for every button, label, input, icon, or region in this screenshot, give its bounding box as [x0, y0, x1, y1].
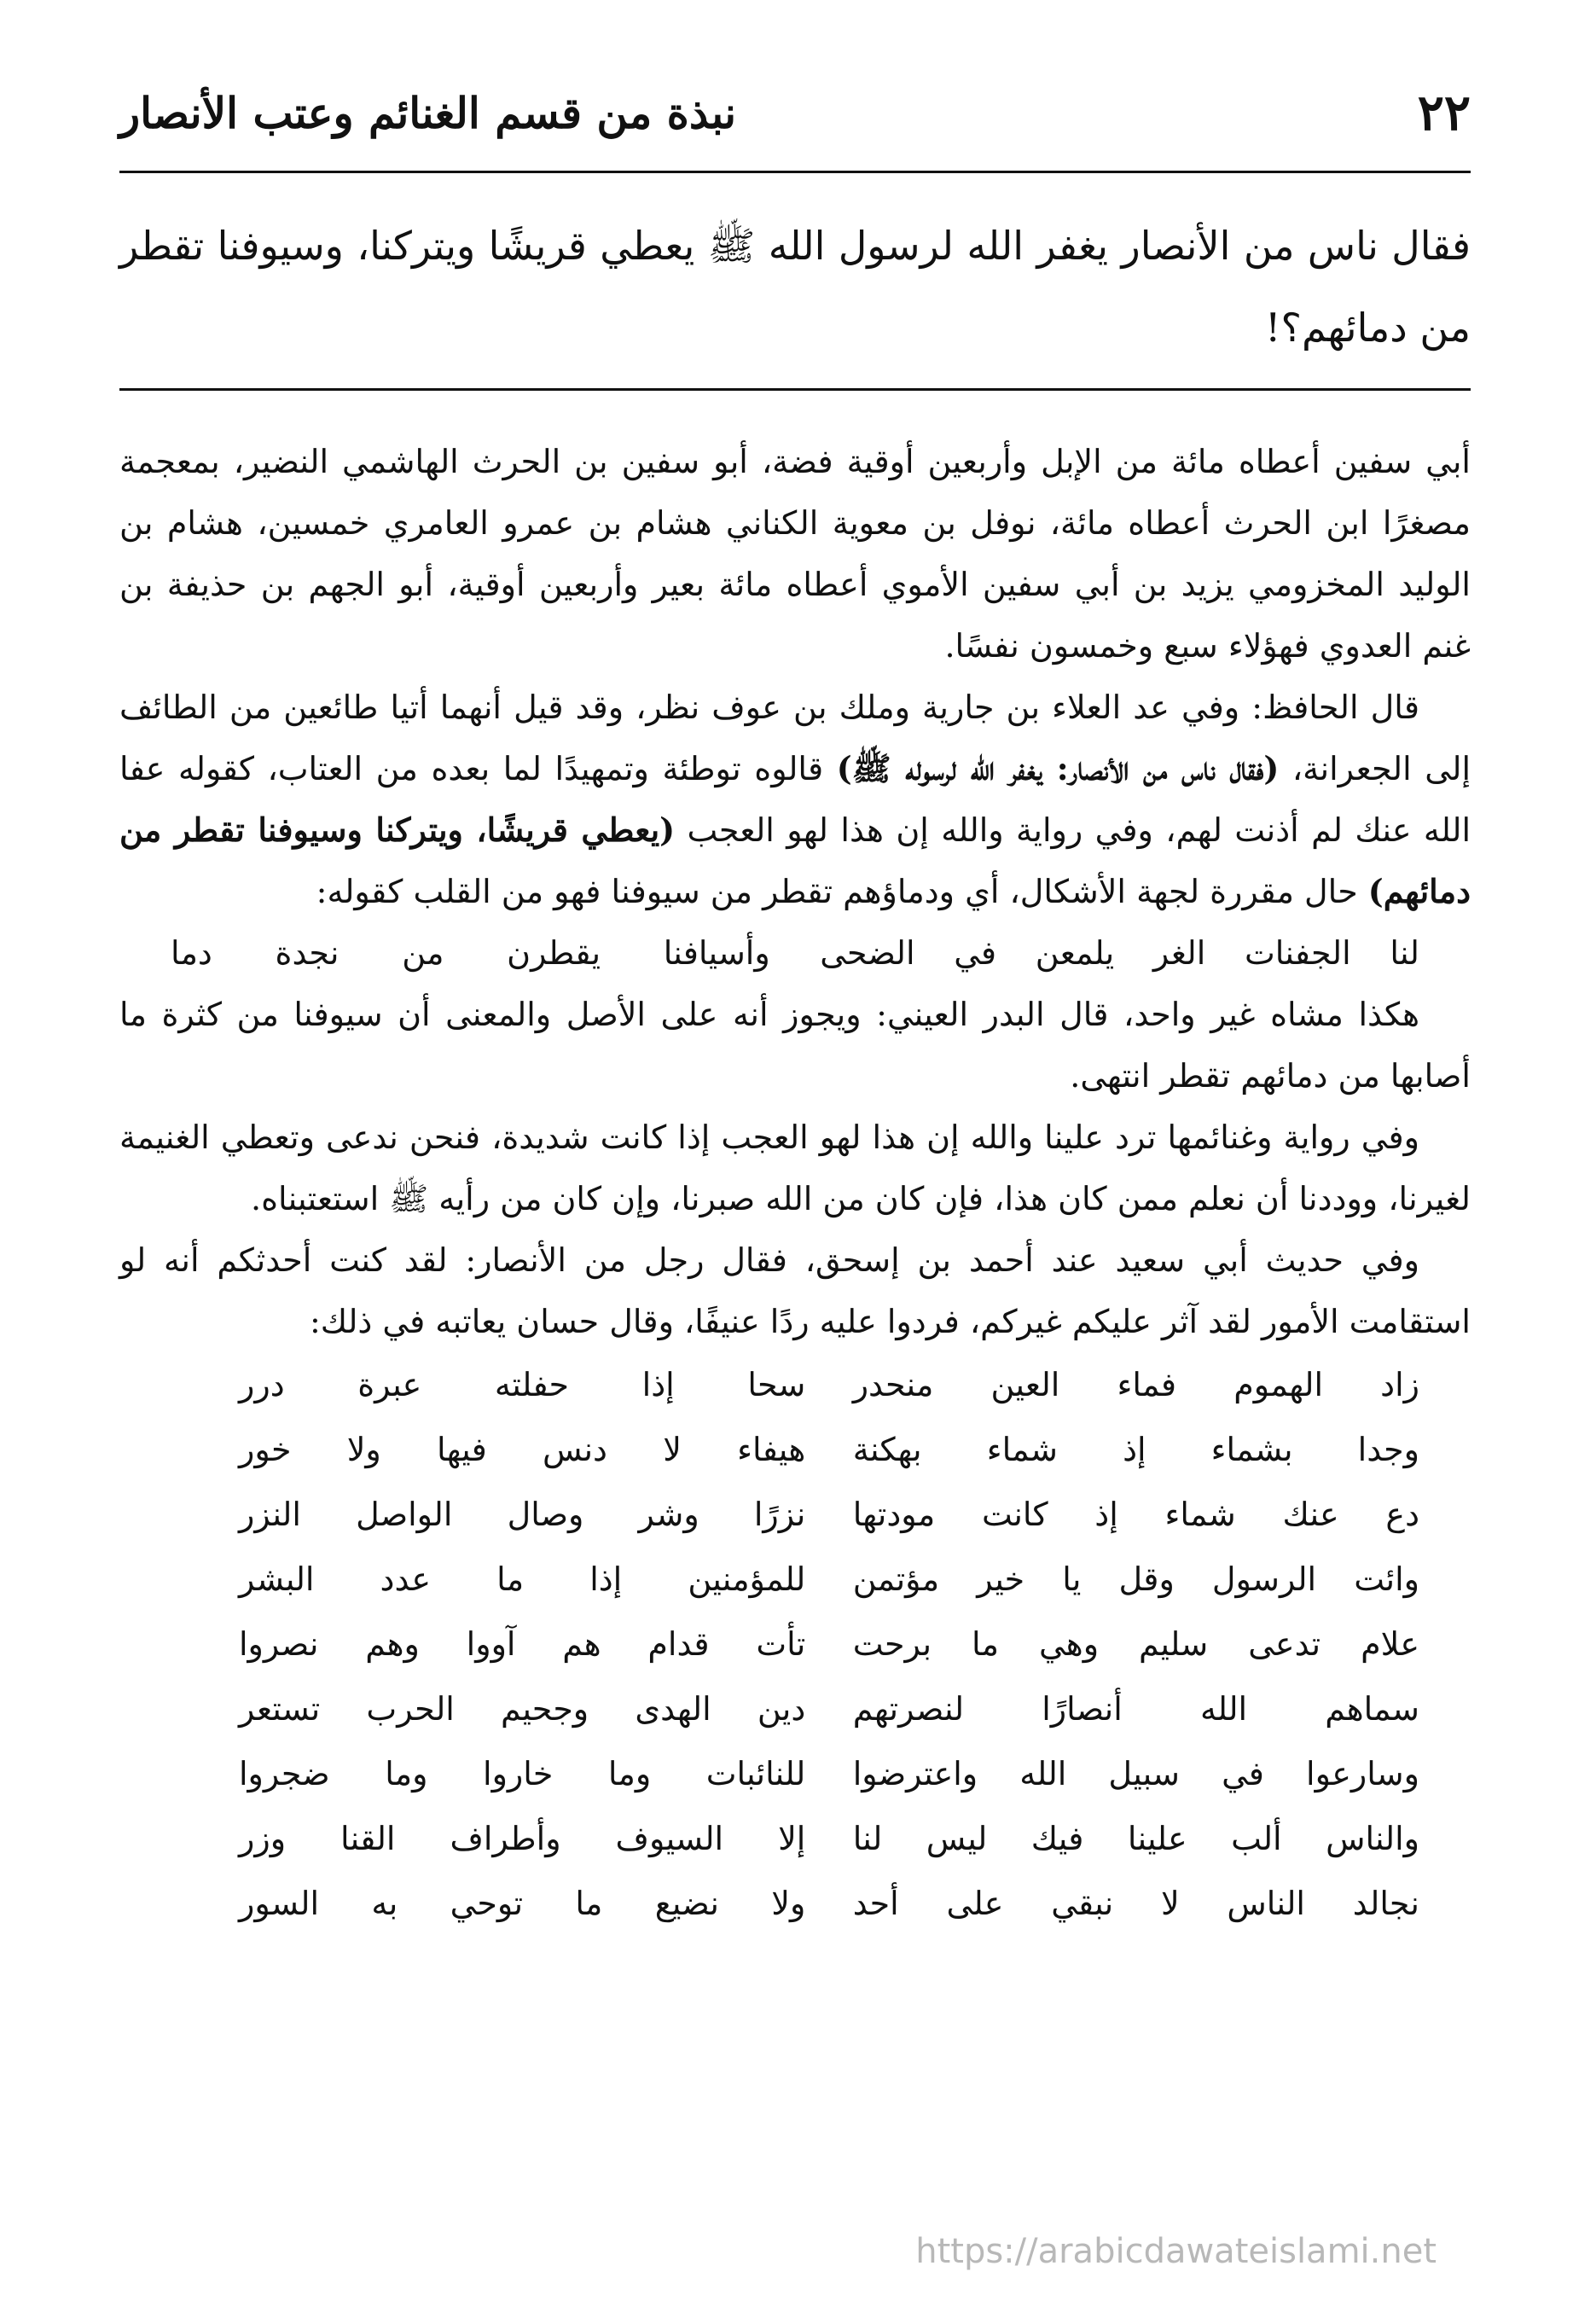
hadith-rule: [119, 388, 1471, 391]
verse-second-hemistich: هيفاء لا دنس فيها ولا خور: [239, 1431, 806, 1468]
watermark-url: https://arabicdawateislami.net: [915, 2232, 1437, 2271]
verse-first-hemistich: وجدا بشماء إذ شماء بهكنة: [852, 1431, 1419, 1468]
poem-line: [239, 1352, 1419, 1417]
verse-first-hemistich: سماهم الله أنصارًا لنصرتهم: [852, 1690, 1419, 1728]
poem-line: [239, 1741, 1419, 1806]
text-span: قال الحافظ: وفي عد العلاء بن جارية وملك بن عوف نظر، وقد قيل أنهما أتيا طائعين من الطائف إلى الجعرانة،: [119, 688, 1471, 787]
poem-line: [239, 1612, 1419, 1676]
page-header: [119, 78, 1471, 147]
poem-line: [239, 1417, 1419, 1482]
verse-second-hemistich: نزرًا وشر وصال الواصل النزر: [239, 1496, 806, 1533]
running-title: نبذة من قسم الغنائم وعتب الأنصار: [119, 87, 737, 138]
verse-line: [119, 922, 1471, 984]
commentary: [119, 431, 1471, 1936]
verse-first-hemistich: دع عنك شماء إذ كانت مودتها: [852, 1496, 1419, 1533]
verse-first-hemistich: وسارعوا في سبيل الله واعترضوا: [852, 1755, 1419, 1792]
poem: [119, 1352, 1471, 1936]
poem-line: [239, 1806, 1419, 1871]
poem-line: [239, 1547, 1419, 1612]
verse-second-hemistich: وأسيافنا يقطرن من نجدة دما: [171, 934, 770, 972]
commentary-paragraph-3: هكذا مشاه غير واحد، قال البدر العيني: ويجوز أنه على الأصل والمعنى أن سيوفنا من كثرة ما أصابها من دمائهم تقطر انتهى.: [119, 996, 1471, 1095]
verse-first-hemistich: علام تدعى سليم وهي ما برحت: [852, 1625, 1419, 1663]
text-span: حال مقررة لجهة الأشكال، أي ودماؤهم تقطر من سيوفنا فهو من القلب كقوله:: [316, 873, 1368, 910]
commentary-paragraph-1: أبي سفين أعطاه مائة من الإبل وأربعين أوقية فضة، أبو سفين بن الحرث الهاشمي النضير، بمعجمة مصغرًا ابن الحرث أعطاه مائة، نوفل بن معوية الكناني هشام بن عمرو العامري خمسين، هشام بن الوليد المخزومي يزيد بن أبي سفين الأموي أعطاه مائة بعير وأربعين أوقية، أبو الجهم بن حذيفة بن غنم العدوي فهؤلاء سبع وخمسون نفسًا.: [119, 443, 1471, 665]
verse-second-hemistich: سحا إذا حفلته عبرة درر: [239, 1366, 806, 1403]
quoted-hadith-bold: (يعطي قريشًا، ويتركنا وسيوفنا تقطر من دمائهم): [119, 810, 1471, 910]
verse-first-hemistich: لنا الجفنات الغر يلمعن في الضحى: [820, 934, 1419, 972]
hadith-text: فقال ناس من الأنصار يغفر الله لرسول الله ﷺ يعطي قريشًا ويتركنا، وسيوفنا تقطر من دمائهم؟!: [119, 223, 1471, 351]
commentary-paragraph-5: وفي حديث أبي سعيد عند أحمد بن إسحق، فقال رجل من الأنصار: لقد كنت أحدثكم أنه لو استقامت الأمور لقد آثر عليكم غيركم، فردوا عليه ردًا عنيفًا، وقال حسان يعاتبه في ذلك:: [119, 1241, 1471, 1340]
commentary-paragraph-4: وفي رواية وغنائمها ترد علينا والله إن هذا لهو العجب إذا كانت شديدة، فنحن ندعى وتعطي الغنيمة لغيرنا، ووددنا أن نعلم ممن كان هذا، فإن كان من الله صبرنا، وإن كان من رأيه ﷺ استعتبناه.: [119, 1118, 1471, 1217]
verse-second-hemistich: للمؤمنين إذا ما عدد البشر: [239, 1560, 806, 1598]
verse-first-hemistich: والناس ألب علينا فيك ليس لنا: [852, 1820, 1419, 1857]
verse-first-hemistich: زاد الهموم فماء العين منحدر: [852, 1366, 1419, 1403]
verse-second-hemistich: ولا نضيع ما توحي به السور: [239, 1885, 806, 1922]
verse-second-hemistich: للنائبات وما خاروا وما ضجروا: [239, 1755, 806, 1792]
verse-second-hemistich: تأت قدام هم آووا وهم نصروا: [239, 1625, 806, 1663]
poem-line: [239, 1676, 1419, 1741]
verse-first-hemistich: نجالد الناس لا نبقي على أحد: [852, 1885, 1419, 1922]
verse-second-hemistich: إلا السيوف وأطراف القنا وزر: [239, 1820, 806, 1857]
verse-first-hemistich: وائت الرسول وقل يا خير مؤتمن: [852, 1560, 1419, 1598]
commentary-paragraph-2: [119, 677, 1471, 922]
poem-line: [239, 1871, 1419, 1936]
page-number: ٢٢: [1417, 84, 1471, 142]
header-rule: [119, 171, 1471, 173]
text-span: قالوه توطئة وتمهيدًا لما بعده من العتاب، كقوله عفا الله عنك لم أذنت لهم، وفي رواية والله إن هذا لهو العجب: [119, 750, 1471, 849]
poem-line: [239, 1482, 1419, 1547]
quoted-hadith-bold: (فقال ناس من الأنصار: يغفر الله لرسوله ﷺ): [836, 749, 1280, 787]
verse-second-hemistich: دين الهدى وجحيم الحرب تستعر: [239, 1690, 806, 1728]
